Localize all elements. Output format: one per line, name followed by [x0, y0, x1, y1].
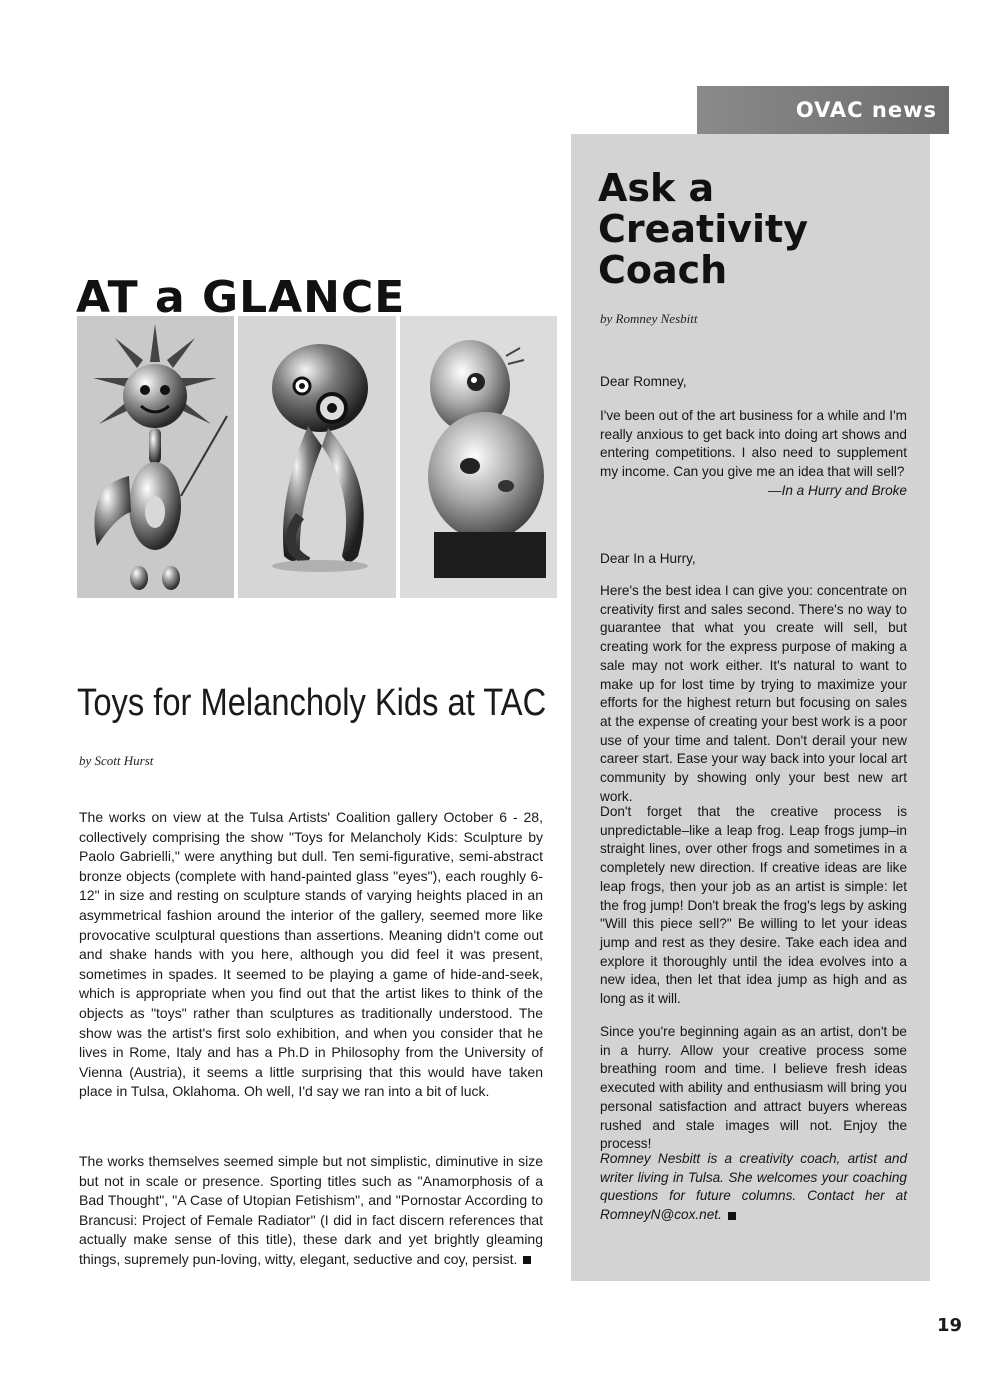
coach-title: [598, 168, 808, 291]
sculpture-photo-2: [238, 316, 396, 598]
section-tab-label: OVAC news: [795, 98, 937, 122]
end-mark: [728, 1212, 736, 1220]
coach-byline: by Romney Nesbitt: [600, 311, 698, 326]
author-note: [600, 1150, 907, 1225]
article-paragraph-2: [79, 1152, 543, 1270]
section-tab: [697, 86, 949, 134]
coach-title-line-1: Ask a: [598, 166, 715, 210]
reply-greeting: Dear In a Hurry,: [600, 551, 696, 566]
sculpture-photo-3: [400, 316, 557, 598]
letter-body: I've been out of the art business for a while and I'm really anxious to get back into doing art shows and entering competitions. I also need to supplement my income. Can you give me an idea that will sell?: [600, 408, 907, 480]
end-mark: [523, 1256, 531, 1264]
reply-paragraph-3: Since you're beginning again as an artist, don't be in a hurry. Allow your creative process some breathing room and time. I believe fresh ideas executed with ability and enthusiasm will bring you personal satisfaction and attract buyers whereas rushed and stale images will not. Enjoy the process!: [600, 1024, 907, 1152]
article-byline: by Scott Hurst: [79, 753, 154, 768]
reply-paragraph-1: Here's the best idea I can give you: concentrate on creativity first and sales second. There's no way to guarantee that what you create will sell, but creating work for the express purpose of making a sale may not work either. It's natural to want to make up for lost time by trying to maximize your efforts for the highest return but focusing on sales at the expense of creating your best work is a poor use of your time and talent. Don't derail your new career start. Ease your way back into your local art community by showing only your best new art work.: [600, 583, 907, 804]
article-title: Toys for Melancholy Kids at TAC: [77, 682, 547, 724]
letter-signature: —In a Hurry and Broke: [767, 483, 907, 498]
article-paragraph-1: The works on view at the Tulsa Artists' Coalition gallery October 6 - 28, collectively comprising the show "Toys for Melancholy Kids: Sculpture by Paolo Gabrielli," were anything but dull. Ten semi-figurative, semi-abstract bronze objects (complete with hand-painted glass "eyes"), each roughly 6-12" in size and resting on sculpture stands of varying heights placed in an asymmetrical fashion around the interior of the gallery, seemed more like provocative sculptural questions than assertions. Meaning didn't come out and shake hands with you here, although you did feel it was present, sometimes in spades. It seemed to be playing a game of hide-and-seek, which is appropriate when you find out that the artist likes to think of the objects as "toys" rather than sculptures as traditionally understood. The show was the artist's first solo exhibition, and when you consider that he lives in Rome, Italy and has a Ph.D in Philosophy from the University of Vienna (Austria), it seems a little surprising that this would have taken place in Tulsa, Oklahoma. Oh well, I'd say we ran into a bit of luck.: [79, 809, 543, 1100]
letter-greeting: Dear Romney,: [600, 374, 687, 389]
article-paragraph-2-text: The works themselves seemed simple but not simplistic, diminutive in size but not in scale or presence. Sporting titles such as "Anamorphosis of a Bad Thought", "A Case of Utopian Fetishism", and "Pornostar According to Brancusi: Project of Female Radiator" (I did in fact discern references that actually make sense of this title), these dark and yet brightly gleaming things, supremely pun-loving, witty, elegant, seductive and coy, persist.: [79, 1153, 543, 1267]
glance-title: AT a GLANCE: [76, 272, 406, 323]
reply-paragraph-2: Don't forget that the creative process is unpredictable–like a leap frog. Leap frogs jump–in straight lines, over other frogs and sometimes in a completely new direction. If creative ideas are like leap frogs, then your job as an artist is simple: let the frog jump! Don't break the frog's legs by asking "Will this piece sell?" Be willing to let your ideas jump and rest as they desire. Take each idea and explore it thoroughly until the idea evolves into a new idea, then let that idea jump as high and as long as it will.: [600, 804, 907, 1007]
coach-title-line-3: Coach: [598, 248, 728, 292]
author-note-text: Romney Nesbitt is a creativity coach, artist and writer living in Tulsa. She welcomes your coaching questions for future columns. Contact her at RomneyN@cox.net.: [600, 1151, 907, 1223]
coach-title-line-2: Creativity: [598, 207, 808, 251]
sculpture-photo-1: [77, 316, 234, 598]
page-number: 19: [937, 1315, 963, 1336]
